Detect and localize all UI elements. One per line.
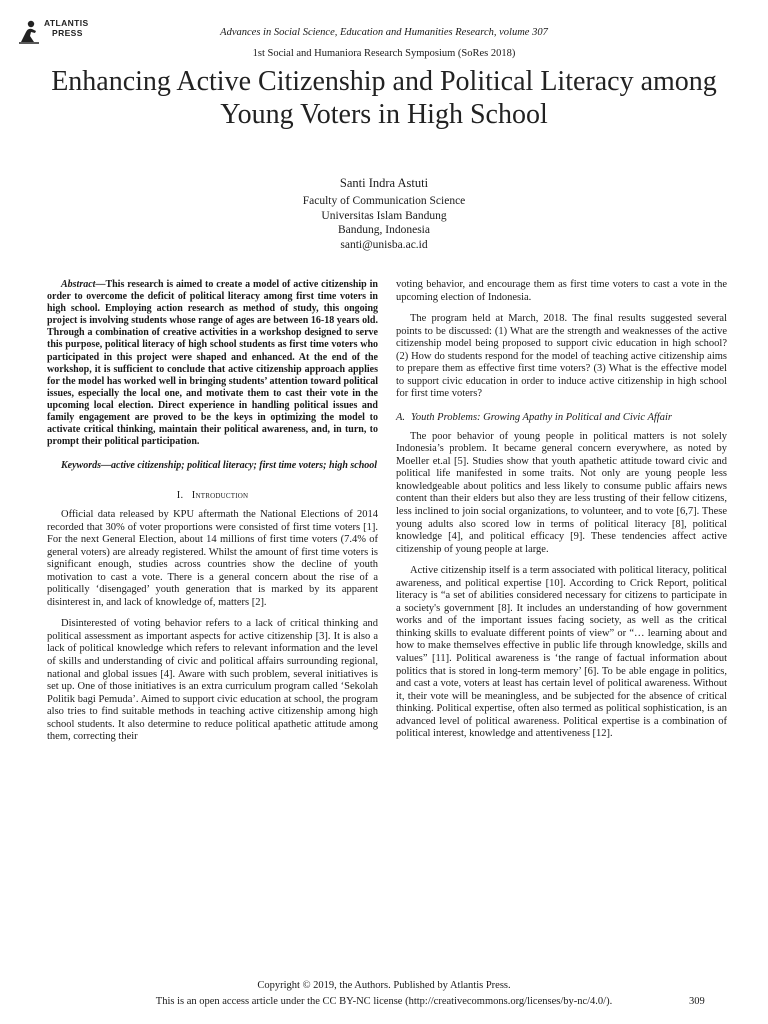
- keywords-text: —active citizenship; political literacy; first time voters; high school: [101, 460, 378, 472]
- left-column: [47, 279, 378, 744]
- author-name: Santi Indra Astuti: [339, 176, 429, 190]
- page-number: 309: [689, 996, 705, 1007]
- keywords: [47, 460, 378, 472]
- affiliation-university: Universitas Islam Bandung: [321, 209, 447, 222]
- subsection-label: A.: [396, 411, 406, 423]
- youth-paragraph-2: Active citizenship itself is a term associated with political literacy, political awareness, and political expertise [10]. According to Crick Report, political literacy is “a set of abilities considered necessary for citizens to participate in a society's government [8]. It includes an understanding of how government works and of the important issues facing society, as well as the critical thinking skills to evaluate different points of view” or “… learning about and how to make themselves effective in public life through knowledge, skills and values” [11]. Political awareness is ‘the range of factual information about politics that is stored in long-term memory’ [6]. To be able engage in politics, and cast a vote, voters at least has certain level of political awareness. Without it, their vote will be meaningless, and be subjected for the absence of critical thinking. Political expertise, often also termed as political sophistication, is an advanced level of political awareness. Political expertise is a combination of political interest, knowledge and attentiveness [12].: [396, 565, 727, 740]
- affiliation-faculty: Faculty of Communication Science: [302, 195, 466, 207]
- youth-paragraph-1: The poor behavior of young people in political matters is not solely Indonesia’s problem. It became general concern everywhere, as noted by Moeller et.al [5]. Studies show that youth apathetic attitude toward civic and political life manifested in some traits. Not only are young people less knowledgeable about politics and less likely to consume public affairs news content than their elders but also they are less trusting of their fellow citizens, less inclined to join social organizations, to volunteer, and to vote [6,7]. These young adults also scored low in terms of political literacy [8], political knowledge [4], and political efficacy [9]. These tendencies affect active citizenship of young people at large.: [396, 430, 727, 555]
- footer-license: This is an open access article under the CC BY-NC license (http://creativecommons.org/licenses/by-nc/4.0/).: [155, 996, 613, 1007]
- logo-line-1: ATLANTIS: [44, 18, 89, 28]
- conference-name: 1st Social and Humaniora Research Symposium (SoRes 2018): [252, 48, 516, 59]
- affiliation-location: Bandung, Indonesia: [338, 224, 430, 236]
- footer-copyright: Copyright © 2019, the Authors. Published by Atlantis Press.: [257, 980, 511, 991]
- abstract: [47, 279, 378, 448]
- section-number: I.: [176, 490, 184, 502]
- journal-name: Advances in Social Science, Education and Humanities Research, volume 307: [220, 27, 548, 38]
- author-email: santi@unisba.ac.id: [340, 238, 428, 251]
- intro-paragraph-3: The program held at March, 2018. The final results suggested several points to be discussed: (1) What are the strength and weaknesses of the active citizenship model being proposed to support civic education in high school? (2) How do students respond for the model of teaching active citizenship aims to prepare them as effective first time voters? (3) What is the effective model to support civic education in order to induce active citizenship in high school for first time voters?: [396, 313, 727, 400]
- section-title: Introduction: [191, 490, 249, 502]
- paper-title: Enhancing Active Citizenship and Political Literacy among Young Voters in High School: [51, 66, 717, 130]
- abstract-label: Abstract: [61, 279, 96, 290]
- right-column: [396, 279, 727, 741]
- intro-paragraph-1: Official data released by KPU aftermath the National Elections of 2014 recorded that 30% of voter proportions were consisted of first time voters [1]. For the next General Election, about 14 millions of first time voters (7.4% of general voters) are already registered. Whilst the amount of first time voters is significant enough, studies across countries show the decline of youth motivation to cast a vote. There is a general concern about the rise of a politically ‘disengaged’ youth generation that is marked by its apparent disinterest in, and lack of knowledge of, matters [2].: [47, 508, 378, 608]
- logo-line-2: PRESS: [52, 28, 83, 38]
- subsection-heading-youth-problems: [396, 412, 727, 425]
- subsection-title: Youth Problems: Growing Apathy in Political and Civic Affair: [411, 411, 672, 423]
- author-affiliation: [0, 194, 768, 252]
- intro-paragraph-continued: voting behavior, and encourage them as first time voters to cast a vote in the upcoming election of Indonesia.: [396, 279, 727, 303]
- abstract-text: —This research is aimed to create a model of active citizenship in order to overcome the deficit of political literacy among first time voters in high school. Employing action research as method of study, this ongoing project is involving students whose range of ages are between 16-18 years old. Through a combination of creative activities in a workshop designed to serve this purpose, political literacy of high school students as first time voters who participated in this project were shaped and enhanced. At the end of the workshop, it is sufficient to conclude that active citizenship approach applies for the model has worked well in bringing students’ attention toward political issues, especially the local one, and motivate them to cast their vote in the upcoming local election. Direct experience in handling political issues and family engagement are proved to be the keys in optimizing the model to activate critical thinking, maintain their political awareness, and, in turn, to prompt their political participation.: [47, 279, 378, 448]
- section-heading-introduction: [47, 490, 378, 503]
- keywords-label: Keywords: [61, 460, 101, 472]
- intro-paragraph-2: Disinterested of voting behavior refers to a lack of critical thinking and political assessment as important aspects for active citizenship [3]. It is also a lack of political knowledge which refers to relevant information and the level of skills and understanding of civic and political affairs surrounding regional, national and global issues [4]. Aware with such problem, several initiatives is set up. One of those initiatives is an extra curriculum program called ‘Sekolah Politik bagi Pemuda’. Aimed to support civic education at school, the program also tries to find suitable methods in teaching active citizenship among high school students. It also determine to reduce political apathetic attitude among them, correcting their: [47, 618, 378, 743]
